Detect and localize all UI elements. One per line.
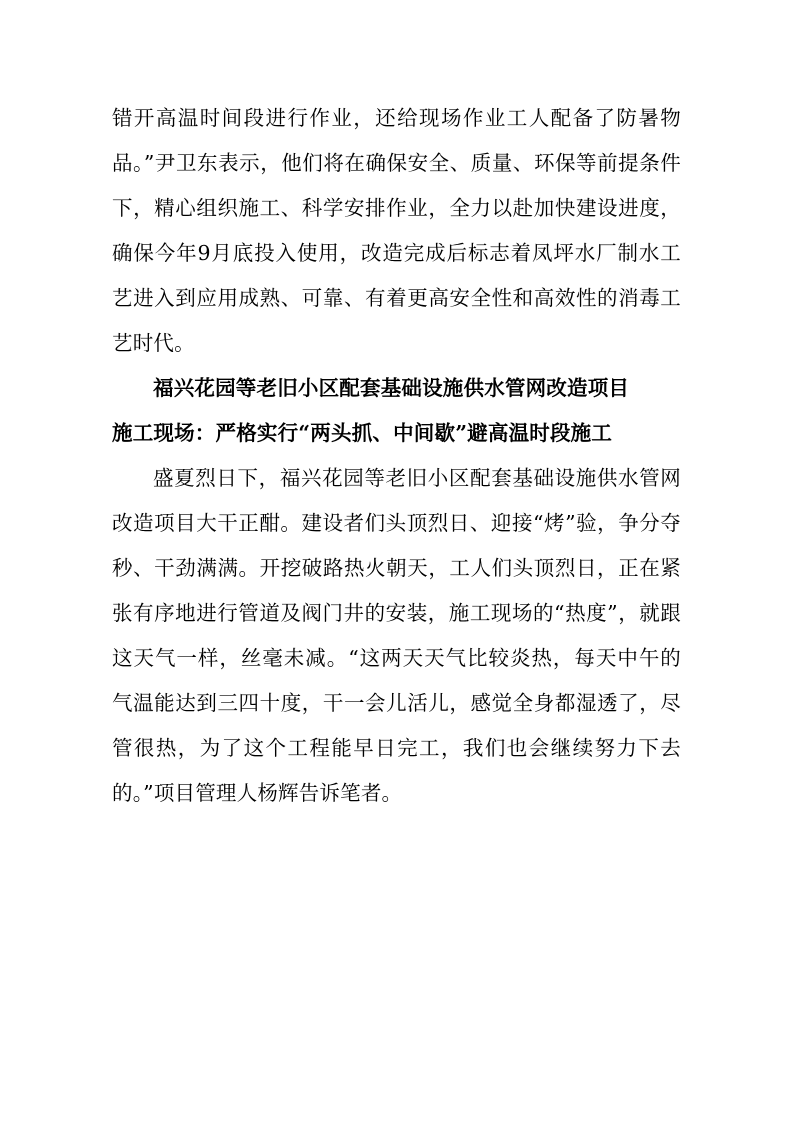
section-heading-line-1: 福兴花园等老旧小区配套基础设施供水管网改造项目	[153, 376, 630, 400]
paragraph-continuation: 错开高温时间段进行作业，还给现场作业工人配备了防暑物品。”尹卫东表示，他们将在确保安全、质量、环保等前提条件下，精心组织施工、科学安排作业，全力以赴加快建设进度，确保今年9月底投入使用，改造完成后标志着凤坪水厂制水工艺进入到应用成熟、可靠、有着更高安全性和高效性的消毒工艺时代。	[112, 106, 681, 355]
section-heading-line-2: 施工现场：严格实行“两头抓、中间歇”避高温时段施工	[112, 421, 613, 445]
document-body	[112, 96, 681, 817]
paragraph-main: 盛夏烈日下，福兴花园等老旧小区配套基础设施供水管网改造项目大干正酣。建设者们头顶烈日、迎接“烤”验，争分夺秒、干劲满满。开挖破路热火朝天，工人们头顶烈日，正在紧张有序地进行管道及阀门井的安装，施工现场的“热度”，就跟这天气一样，丝毫未减。“这两天天气比较炎热，每天中午的气温能达到三四十度，干一会儿活儿，感觉全身都湿透了，尽管很热，为了这个工程能早日完工，我们也会继续努力下去的。”项目管理人杨辉告诉笔者。	[112, 466, 681, 805]
page-bottom-spacer	[112, 816, 681, 817]
section-heading	[112, 366, 681, 456]
